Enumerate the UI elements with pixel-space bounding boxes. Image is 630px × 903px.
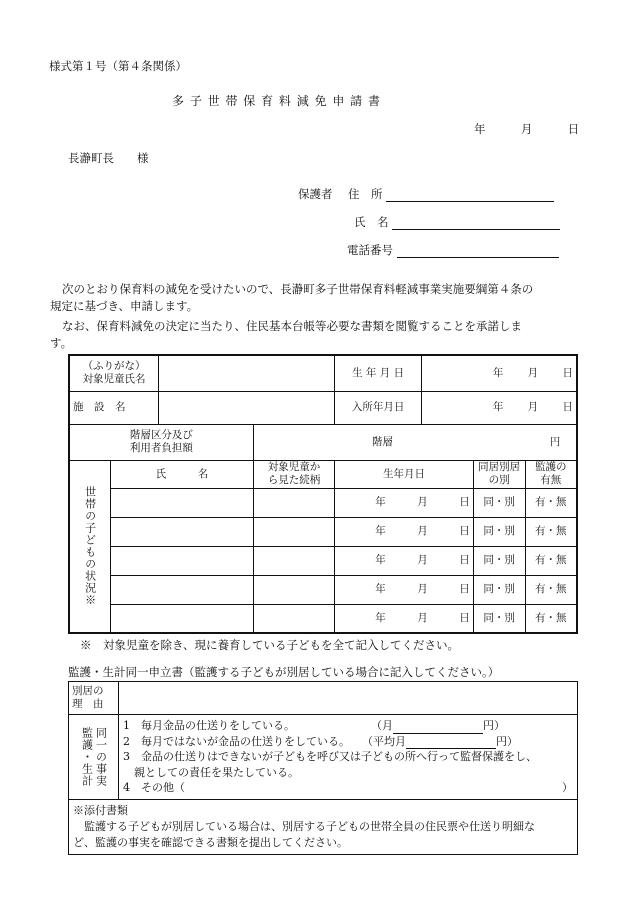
enroll-label: 入所年月日 — [335, 391, 422, 424]
birth-month: 月 — [527, 366, 539, 379]
child-birth-day: 日 — [459, 496, 470, 508]
attachment-cell — [69, 800, 578, 855]
child-birth-month: 月 — [417, 554, 428, 566]
body-line-3: なお、保育料減免の決定に当たり、住民基本台帳等必要な書類を閲覧することを承諾しま — [62, 319, 522, 333]
application-table — [68, 354, 578, 634]
child-name-label-cell — [69, 355, 159, 391]
child-birth-month: 月 — [417, 611, 428, 624]
child-cohabit-cell[interactable]: 同・別 — [473, 488, 525, 517]
birth-day: 日 — [562, 366, 573, 379]
body-line-4: す。 — [50, 336, 73, 350]
enroll-field[interactable] — [421, 391, 577, 424]
option-2-tail-end: 円） — [495, 734, 518, 748]
guardian-label: 保護者 — [298, 187, 333, 201]
child-birth-day: 日 — [459, 611, 470, 624]
child-birth-cell[interactable] — [335, 517, 473, 546]
option-3[interactable]: 3 金品の仕送りはできないが子どもを呼び又は子どもの所へ行って監督保護をし、 — [122, 750, 537, 764]
col-birth-header: 生年月日 — [335, 460, 473, 488]
child-name-cell[interactable] — [111, 546, 253, 575]
option-2[interactable] — [123, 734, 573, 750]
child-custody-cell[interactable]: 有・無 — [525, 517, 577, 546]
child-cohabit-cell[interactable]: 同・別 — [473, 575, 525, 604]
child-name-row — [69, 355, 577, 391]
name-row — [354, 214, 560, 230]
child-birth-month: 月 — [417, 496, 428, 508]
child-birth-year: 年 — [375, 583, 386, 595]
reason-label-cell — [69, 682, 119, 715]
reason-field[interactable] — [118, 682, 577, 715]
child-row — [69, 546, 577, 575]
body-line-1: 次のとおり保育料の減免を受けたいので、長瀞町多子世帯保育料軽減事業実施要綱第４条の — [62, 282, 534, 296]
child-row — [69, 604, 577, 633]
child-row — [69, 517, 577, 546]
child-birth-year: 年 — [375, 525, 386, 537]
option-4[interactable] — [123, 780, 573, 796]
fact-label: 同一の事実 監護・生計 — [80, 727, 108, 787]
children-header-row — [69, 460, 577, 488]
reason-row — [69, 682, 578, 715]
furigana-label: （ふりがな） — [82, 360, 146, 373]
option-1-tail: （月 — [370, 719, 393, 733]
date-day: 日 — [567, 122, 580, 136]
option-4-text: 4 その他（ — [122, 781, 185, 795]
enroll-year: 年 — [492, 401, 504, 413]
child-custody-cell[interactable]: 有・無 — [525, 488, 577, 517]
col-custody-header — [525, 460, 577, 488]
col-relation-header — [253, 460, 335, 488]
name-field[interactable] — [392, 216, 560, 230]
option-3-cont: 親としての責任を果たしている。 — [122, 765, 299, 779]
tier-field[interactable] — [253, 424, 577, 460]
option-2-tail: （平均月 — [361, 734, 406, 748]
facility-row — [69, 391, 577, 424]
child-relation-cell[interactable] — [253, 488, 335, 517]
birthdate-field[interactable] — [421, 355, 577, 391]
name-label: 氏 名 — [354, 215, 389, 229]
phone-label: 電話番号 — [347, 243, 393, 257]
enroll-month: 月 — [527, 401, 539, 413]
attachment-row — [69, 800, 578, 855]
col-custody-line-1: 監護の — [535, 461, 567, 473]
child-name-field[interactable] — [159, 355, 335, 391]
form-number: 様式第１号（第４条関係） — [49, 59, 187, 73]
child-birth-day: 日 — [459, 554, 470, 566]
page-title: 多 子 世 帯 保 育 料 減 免 申 請 書 — [172, 94, 381, 108]
address-field[interactable] — [386, 188, 554, 202]
option-1-tail-end: 円） — [482, 719, 505, 733]
child-birth-month: 月 — [417, 583, 428, 595]
col-cohabit-header — [473, 460, 525, 488]
child-row — [69, 488, 577, 517]
address-row — [348, 186, 554, 202]
option-1[interactable] — [123, 718, 573, 734]
attachment-text-1: 監護する子どもが別居している場合は、別居する子どもの世帯全員の住民票や仕送り明細な — [73, 820, 535, 833]
child-birth-cell[interactable] — [335, 575, 473, 604]
date-year: 年 — [474, 122, 486, 136]
fact-row — [69, 715, 578, 800]
child-custody-cell[interactable]: 有・無 — [525, 546, 577, 575]
custody-table — [68, 681, 578, 855]
facility-label: 施 設 名 — [69, 391, 159, 424]
child-relation-cell[interactable] — [253, 517, 335, 546]
phone-row — [347, 242, 559, 258]
child-cohabit-cell[interactable]: 同・別 — [473, 604, 525, 633]
child-birth-year: 年 — [375, 496, 386, 508]
child-name-cell[interactable] — [111, 488, 253, 517]
custody-heading: 監護・生計同一申立書（監護する子どもが別居している場合に記入してください。） — [68, 665, 500, 679]
option-4-tail-end: ） — [562, 781, 573, 795]
birth-year: 年 — [492, 366, 504, 379]
child-name-cell[interactable] — [111, 517, 253, 546]
household-children-side-label — [69, 460, 111, 633]
child-name-cell[interactable] — [111, 604, 253, 633]
child-birth-year: 年 — [375, 554, 386, 566]
col-relation-line-2: ら見た続柄 — [267, 474, 321, 486]
date-line — [474, 121, 579, 137]
child-birth-cell[interactable] — [335, 488, 473, 517]
option-1-text: 1 毎月金品の仕送りをしている。 — [122, 719, 295, 733]
child-birth-day: 日 — [459, 525, 470, 537]
side-label-text: 世帯の子どもの状況※ — [83, 486, 97, 607]
tier-label-cell — [69, 424, 253, 460]
reason-label-1: 別居の — [72, 685, 104, 697]
reason-label-2: 理 由 — [72, 698, 104, 710]
child-custody-cell[interactable]: 有・無 — [525, 575, 577, 604]
enroll-day: 日 — [562, 401, 573, 413]
phone-field[interactable] — [397, 244, 559, 258]
option-2-text: 2 毎月ではないが金品の仕送りをしている。 — [122, 734, 350, 748]
child-relation-cell[interactable] — [253, 604, 335, 633]
col-cohabit-line-1: 同居別居 — [478, 461, 521, 473]
child-relation-cell[interactable] — [253, 546, 335, 575]
addressee: 長瀞町長 様 — [68, 151, 149, 165]
option-2-amount-field[interactable] — [406, 736, 496, 749]
fact-label-cell — [69, 715, 119, 800]
child-custody-cell[interactable]: 有・無 — [525, 604, 577, 633]
table-footnote: ※ 対象児童を除き、現に養育している子どもを全て記入してください。 — [80, 638, 460, 652]
col-cohabit-line-2: の別 — [488, 474, 510, 486]
birthdate-label: 生 年 月 日 — [335, 355, 422, 391]
child-name-label: 対象児童氏名 — [82, 373, 146, 386]
child-cohabit-cell[interactable]: 同・別 — [473, 546, 525, 575]
child-birth-year: 年 — [375, 611, 386, 624]
attachment-text-2: ど、監護の事実を確認できる書類を提出してください。 — [73, 836, 348, 849]
tier-label-2: 利用者負担額 — [129, 442, 193, 454]
address-label: 住 所 — [348, 187, 383, 201]
child-row — [69, 575, 577, 604]
facility-field[interactable] — [159, 391, 335, 424]
tier-yen: 円 — [549, 435, 561, 448]
child-name-cell[interactable] — [111, 575, 253, 604]
col-relation-line-1: 対象児童か — [267, 461, 321, 473]
col-custody-line-2: 有無 — [540, 474, 562, 486]
date-month: 月 — [520, 122, 533, 136]
child-birth-cell[interactable] — [335, 546, 473, 575]
child-relation-cell[interactable] — [253, 575, 335, 604]
body-line-2: 規定に基づき、申請します。 — [50, 299, 199, 313]
child-cohabit-cell[interactable]: 同・別 — [473, 517, 525, 546]
tier-label-1: 階層区分及び — [129, 429, 193, 441]
child-birth-cell[interactable] — [335, 604, 473, 633]
fact-options — [118, 715, 577, 800]
child-birth-day: 日 — [459, 583, 470, 595]
child-birth-month: 月 — [417, 525, 428, 537]
tier-row — [69, 424, 577, 460]
col-name-header: 氏 名 — [111, 460, 253, 488]
attachment-title: ※添付書類 — [73, 804, 128, 817]
option-1-amount-field[interactable] — [393, 721, 483, 734]
tier-unit: 階層 — [372, 435, 393, 448]
